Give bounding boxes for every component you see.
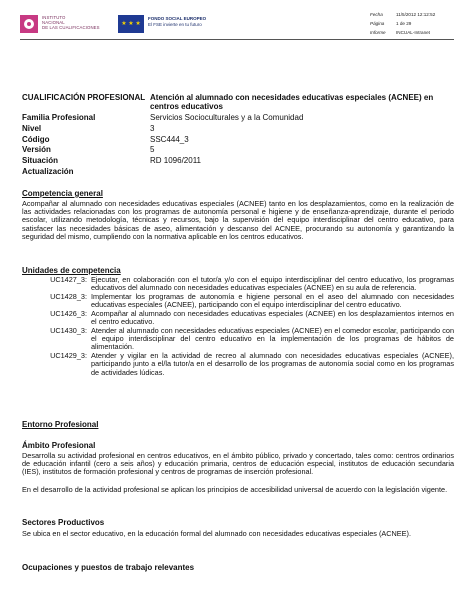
incual-logo-text xyxy=(42,15,100,31)
codigo-label: Código xyxy=(22,134,50,144)
fse-line-2: El FSE invierte en tu futuro xyxy=(148,22,202,27)
fse-logo-text xyxy=(148,16,206,28)
list-item xyxy=(22,310,454,326)
meta-value: 11/5/2012 12:12:52 xyxy=(396,12,436,17)
uc-code: UC1428_3: xyxy=(50,292,87,301)
incual-logo-mark xyxy=(20,15,38,33)
actualizacion-value xyxy=(150,167,452,176)
uc-text: Ejecutar, en colaboración con el tutor/a y/o con el equipo interdisciplinar del centro educativo, los programas educativos del alumnado con necesidades educativas especiales (ACNEE) en su aula de referencia. xyxy=(91,275,454,293)
situacion-value: RD 1096/2011 xyxy=(150,155,201,165)
version-value: 5 xyxy=(150,145,155,155)
uc-code: UC1427_3: xyxy=(50,275,87,284)
meta-label: Informe xyxy=(370,30,386,36)
competencia-general-text: Acompañar al alumnado con necesidades educativas especiales (ACNEE) tanto en los desplazamientos, como en la realización de las actividades relacionadas con los programas de autonomía personal e higiene y de enseñanza-aprendizaje, durante el periodo escolar, utilizando metodología, técnicas y recursos, bajo la supervisión del equipo interdisciplinar del centro educativo, para satisfacer las necesidades básicas de aseo, alimentación y descanso del ACNEE, procurando su autonomía y garantizando la seguridad del mismo, cumpliendo con la normativa aplicable en los centros educativos. xyxy=(22,199,454,241)
ocupaciones-heading: Ocupaciones y puestos de trabajo relevantes xyxy=(22,563,195,572)
familia-value: Servicios Socioculturales y a la Comunidad xyxy=(150,113,304,123)
incual-line-2: NACIONAL xyxy=(42,20,65,26)
competencia-general-heading: Competencia general xyxy=(22,189,103,198)
nivel-label: Nivel xyxy=(22,123,42,133)
ambito-profesional-text: Desarrolla su actividad profesional en centros educativos, en el ámbito público, privado y concertado, tales como: centros ordinarios de educación infantil (cero a seis años) y educación primaria, centros de educación especial, institutos de educación secundaria (IES), institutos de formación profesional y centros de programas de inserción profesional. xyxy=(22,451,454,477)
uc-text: Implementar los programas de autonomía e higiene personal en el aseo del alumnado con necesidades educativas especiales (ACNEE), participando con el equipo interdisciplinar del centro educativo. xyxy=(91,292,454,310)
row-familia xyxy=(22,113,452,122)
header-divider xyxy=(20,39,454,40)
ambito-profesional-heading: Ámbito Profesional xyxy=(22,441,96,450)
codigo-value: SSC444_3 xyxy=(150,134,189,144)
cualificacion-value: Atención al alumnado con necesidades educativas especiales (ACNEE) en centros educativos xyxy=(150,93,434,112)
row-codigo xyxy=(22,135,452,144)
report-meta xyxy=(370,10,435,38)
meta-label: Fecha xyxy=(370,12,383,17)
unidades-competencia-heading: Unidades de competencia xyxy=(22,266,121,275)
actualizacion-label: Actualización xyxy=(22,166,74,176)
familia-label: Familia Profesional xyxy=(22,113,96,123)
fse-line-1: FONDO SOCIAL EUROPEO xyxy=(148,16,207,21)
nivel-value: 3 xyxy=(150,123,155,133)
list-item xyxy=(22,293,454,309)
qualification-info-table xyxy=(22,93,452,177)
meta-value: INCUAL-Intranet xyxy=(396,30,430,36)
list-item xyxy=(22,327,454,352)
list-item xyxy=(22,352,454,377)
uc-text: Atender y vigilar en la actividad de recreo al alumnado con necesidades educativas especiales (ACNEE), participando junto a el/la tutor/a en el desarrollo de los programas de autonomía social como en los programas de actividades lúdicas. xyxy=(91,351,454,377)
version-label: Versión xyxy=(22,145,51,155)
meta-value: 1 de 29 xyxy=(396,21,412,27)
incual-line-1: INSTITUTO xyxy=(42,15,66,20)
row-nivel xyxy=(22,124,452,133)
incual-line-3: DE LAS CUALIFICACIONES xyxy=(42,25,100,31)
uc-text: Atender al alumnado con necesidades educativas especiales (ACNEE) en el comedor escolar, participando con el equipo interdisciplinar del centro educativo en la implementación de los programas de hábitos de alimentación. xyxy=(91,326,454,352)
meta-informe xyxy=(370,28,435,37)
uc-code: UC1430_3: xyxy=(50,326,87,335)
meta-pagina xyxy=(370,19,435,28)
list-item xyxy=(22,276,454,292)
meta-label: Página xyxy=(370,21,385,27)
ambito-profesional-text-2: En el desarrollo de la actividad profesional se aplican los principios de accesibilidad universal de acuerdo con la legislación vigente. xyxy=(22,485,448,494)
situacion-label: Situación xyxy=(22,155,59,165)
entorno-profesional-heading: Entorno Profesional xyxy=(22,420,99,429)
eu-flag-icon: ★ ★ ★ xyxy=(118,15,144,33)
sectores-productivos-text: Se ubica en el sector educativo, en la educación formal del alumnado con necesidades educativas especiales (ACNEE). xyxy=(22,529,411,538)
cualificacion-label: CUALIFICACIÓN PROFESIONAL xyxy=(22,93,146,102)
row-cualificacion xyxy=(22,93,452,112)
uc-text: Acompañar al alumnado con necesidades educativas especiales (ACNEE) en los desplazamientos internos en el centro educativo. xyxy=(91,309,454,327)
uc-code: UC1426_3: xyxy=(50,309,87,318)
uc-code: UC1429_3: xyxy=(50,351,87,361)
unidades-list xyxy=(22,276,454,377)
row-actualizacion xyxy=(22,167,452,176)
meta-fecha xyxy=(370,10,435,19)
incual-logo xyxy=(20,15,120,37)
row-version xyxy=(22,145,452,154)
row-situacion xyxy=(22,156,452,165)
sectores-productivos-heading: Sectores Productivos xyxy=(22,518,105,527)
